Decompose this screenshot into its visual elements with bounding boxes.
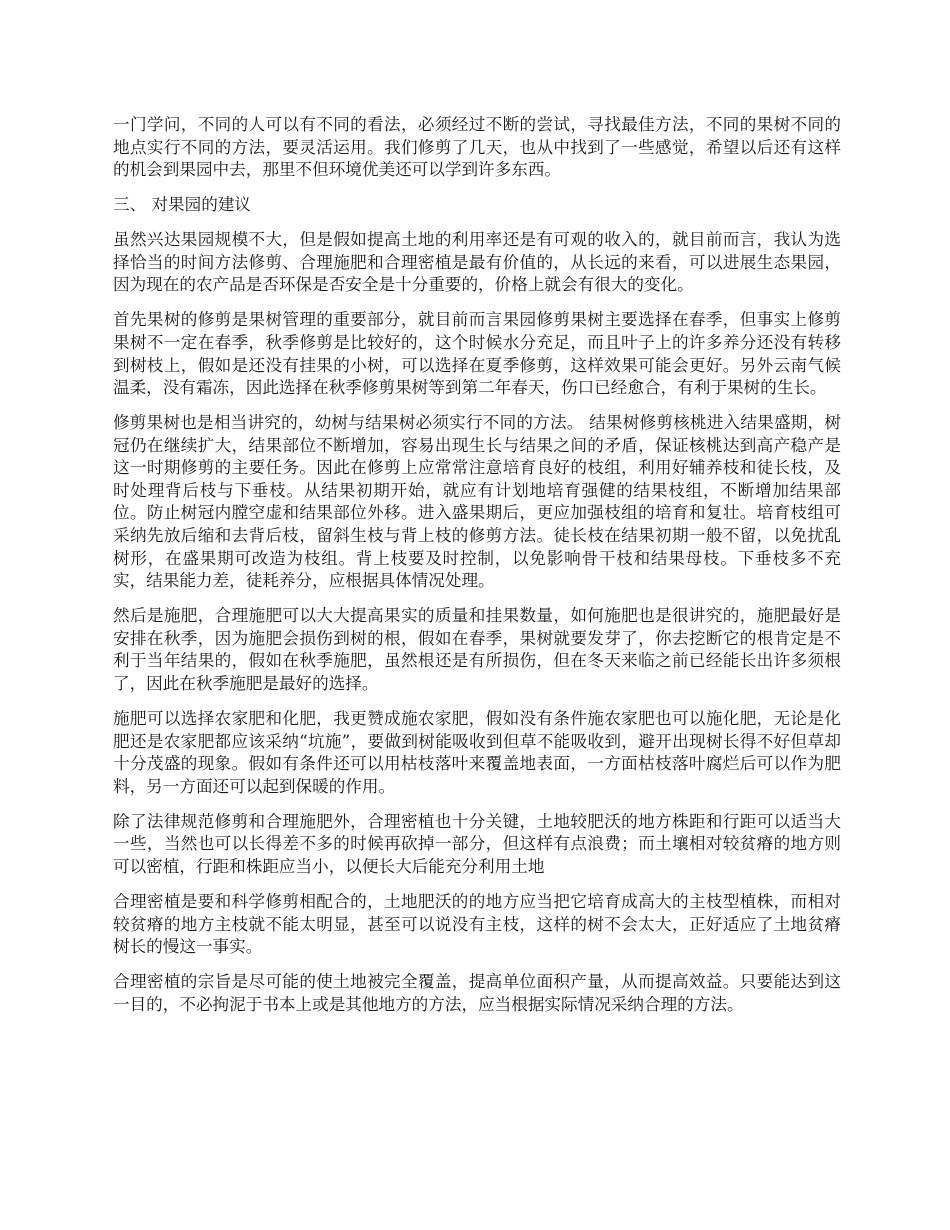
document-page: [113, 114, 841, 1029]
paragraph-fertilizer-type: 施肥可以选择农家肥和化肥，我更赞成施农家肥，假如没有条件施农家肥也可以施化肥，无论是化肥还是农家肥都应该采纳“坑施”，要做到树能吸收到但草不能吸收到，避开出现树长得不好但草却十分茂盛的现象。假如有条件还可以用枯枝落叶来覆盖地表面，一方面枯枝落叶腐烂后可以作为肥料，另一方面还可以起到保暖的作用。: [113, 709, 841, 796]
paragraph-overview: 虽然兴达果园规模不大，但是假如提高土地的利用率还是有可观的收入的，就目前而言，我认为选择恰当的时间方法修剪、合理施肥和合理密植是最有价值的，从长远的来看，可以进展生态果园，因为现在的农产品是否环保是否安全是十分重要的，价格上就会有很大的变化。: [113, 230, 841, 295]
paragraph-intro-continued: 一门学问，不同的人可以有不同的看法，必须经过不断的尝试，寻找最佳方法，不同的果树不同的地点实行不同的方法，要灵活运用。我们修剪了几天，也从中找到了一些感觉，希望以后还有这样的机会到果园中去，那里不但环境优美还可以学到许多东西。: [113, 115, 841, 180]
paragraph-fertilizing-season: 然后是施肥，合理施肥可以大大提高果实的质量和挂果数量，如何施肥也是很讲究的，施肥最好是安排在秋季，因为施肥会损伤到树的根，假如在春季，果树就要发芽了，你去挖断它的根肯定是不利于当年结果的，假如在秋季施肥，虽然根还是有所损伤，但在冬天来临之前已经能长出许多须根了，因此在秋季施肥是最好的选择。: [113, 606, 841, 694]
section-heading-suggestions: 三、 对果园的建议: [113, 195, 252, 215]
paragraph-pruning-season: 首先果树的修剪是果树管理的重要部分，就目前而言果园修剪果树主要选择在春季，但事实上修剪果树不一定在春季，秋季修剪是比较好的，这个时候水分充足，而且叶子上的许多养分还没有转移到树枝上，假如是还没有挂果的小树，可以选择在夏季修剪，这样效果可能会更好。另外云南气候温柔，没有霜冻，因此选择在秋季修剪果树等到第二年春天，伤口已经愈合，有利于果树的生长。: [113, 310, 841, 398]
paragraph-pruning-method: 修剪果树也是相当讲究的，幼树与结果树必须实行不同的方法。 结果树修剪核桃进入结果盛期，树冠仍在继续扩大，结果部位不断增加，容易出现生长与结果之间的矛盾，保证核桃达到高产稳产是这一时期修剪的主要任务。因此在修剪上应常常注意培育良好的枝组，利用好辅养枝和徒长枝，及时处理背后枝与下垂枝。从结果初期开始，就应有计划地培育强健的结果枝组，不断增加结果部位。防止树冠内膛空虚和结果部位外移。进入盛果期后，更应加强枝组的培育和复壮。培育枝组可采纳先放后缩和去背后枝，留斜生枝与背上枝的修剪方法。徒长枝在结果初期一般不留，以免扰乱树形，在盛果期可改造为枝组。背上枝要及时控制，以免影响骨干枝和结果母枝。下垂枝多不充实，结果能力差，徒耗养分，应根据具体情况处理。: [113, 413, 841, 591]
paragraph-planting-purpose: 合理密植的宗旨是尽可能的使土地被完全覆盖，提高单位面积产量，从而提高效益。只要能达到这一目的，不必拘泥于书本上或是其他地方的方法，应当根据实际情况采纳合理的方法。: [113, 972, 841, 1014]
paragraph-planting-and-pruning: 合理密植是要和科学修剪相配合的，土地肥沃的的地方应当把它培育成高大的主枝型植株，而相对较贫瘠的地方主枝就不能太明显，甚至可以说没有主枝，这样的树不会太大，正好适应了土地贫瘠树长的慢这一事实。: [113, 891, 841, 957]
paragraph-dense-planting: 除了法律规范修剪和合理施肥外，合理密植也十分关键，土地较肥沃的地方株距和行距可以适当大一些，当然也可以长得差不多的时候再砍掉一部分，但这样有点浪费；而土壤相对较贫瘠的地方则可以密植，行距和株距应当小，以便长大后能充分利用土地: [113, 811, 841, 876]
